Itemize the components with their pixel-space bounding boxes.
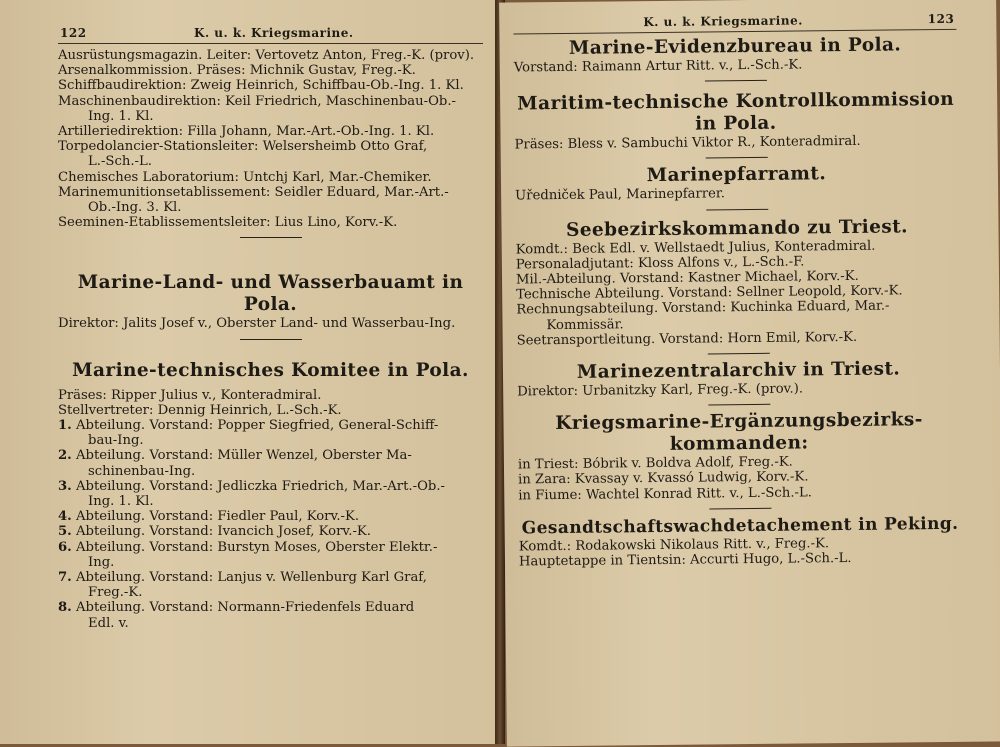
text-line: Rechnungsabteilung. Vorstand: Kuchinka Eduard, Mar.- [516,298,890,318]
text-line: Vorstand: Raimann Artur Ritt. v., L.-Sch.-K. [513,57,803,76]
right-page-number: 123 [927,11,955,27]
divider [705,157,767,159]
section-heading: Marine-Land- und Wasserbauamt in Pola. [77,272,464,316]
list-item-continuation: schinenbau-Ing. [88,463,196,479]
list-item: 1. Abteilung. Vorstand: Popper Siegfried, General-Schiff- [58,418,439,434]
right-page [499,0,1000,747]
text-line: Ing. 1. Kl. [88,108,154,124]
section-heading: Kriegsmarine-Ergänzungsbezirks- [555,409,923,435]
section-heading-cont: kommanden: [669,432,809,456]
text-line: Kommissär. [546,316,624,333]
section-heading: Marine-technisches Komitee in Pola. [72,359,469,381]
text-line: Seetransportleitung. Vorstand: Horn Emil, Korv.-K. [516,329,858,349]
section-heading-cont: in Pola. [695,112,777,135]
list-item: 2. Abteilung. Vorstand: Müller Wenzel, Oberster Ma- [58,448,412,464]
text-line: Artilleriedirektion: Filla Johann, Mar.-Art.-Ob.-Ing. 1. Kl. [58,124,435,140]
left-running-title: K. u. k. Kriegsmarine. [194,26,354,40]
left-page-number: 122 [60,26,87,40]
section-heading: Gesandtschaftswachdetachement in Peking. [521,513,959,539]
section-heading: Seebezirkskommando zu Triest. [565,215,909,241]
right-running-title: K. u. k. Kriegsmarine. [643,13,803,30]
list-item: 5. Abteilung. Vorstand: Ivancich Josef, Korv.-K. [58,524,371,540]
section-heading: Marine-Evidenzbureau in Pola. [568,34,902,59]
text-line: in Zara: Kvassay v. Kvassó Ludwig, Korv.-K. [518,469,809,488]
list-item-continuation: Edl. v. [88,615,129,631]
right-running-head [513,12,956,35]
divider [708,404,770,406]
list-item-continuation: Freg.-K. [88,585,143,601]
list-item-continuation: Ing. [88,554,115,570]
list-item: 7. Abteilung. Vorstand: Lanjus v. Wellenburg Karl Graf, [58,570,427,586]
text-line: Direktor: Jalits Josef v., Oberster Land- und Wasserbau-Ing. [58,316,456,332]
abteilung-list [58,418,483,631]
text-line: in Fiume: Wachtel Konrad Ritt. v., L.-Sch.-L. [518,485,812,504]
text-line: Mil.-Abteilung. Vorstand: Kastner Michael, Korv.-K. [515,268,859,288]
text-line: Marinemunitionsetablissement: Seidler Eduard, Mar.-Art.- [58,184,449,200]
text-line: Schiffbaudirektion: Zweig Heinrich, Schiffbau-Ob.-Ing. 1. Kl. [58,78,464,94]
divider [707,353,769,355]
divider [240,339,302,340]
divider [706,208,768,210]
text-line: Seeminen-Etablissementsleiter: Lius Lino, Korv.-K. [58,215,398,231]
text-line: Präses: Ripper Julius v., Konteradmiral. [58,387,322,403]
text-line: Direktor: Urbanitzky Karl, Freg.-K. (prov.). [517,381,804,400]
list-item: 6. Abteilung. Vorstand: Burstyn Moses, Oberster Elektr.- [58,539,438,555]
text-line: Maschinenbaudirektion: Keil Friedrich, Maschinenbau-Ob.- [58,93,456,109]
text-line: Ausrüstungsmagazin. Leiter: Vertovetz Anton, Freg.-K. (prov). [58,48,475,63]
text-line: Komdt.: Rodakowski Nikolaus Ritt. v., Freg.-K. [518,536,830,555]
text-line: Technische Abteilung. Vorstand: Sellner Leopold, Korv.-K. [516,283,903,303]
list-item: 3. Abteilung. Vorstand: Jedliczka Friedrich, Mar.-Art.-Ob.- [58,478,445,494]
divider [704,80,766,82]
section-heading: Marinepfarramt. [646,163,827,187]
list-item: 4. Abteilung. Vorstand: Fiedler Paul, Korv.-K. [58,509,360,525]
section-heading: Maritim-technische Kontrollkommission [517,89,955,115]
text-line: Hauptetappe in Tientsin: Accurti Hugo, L.-Sch.-L. [518,551,852,570]
left-top-list [58,48,483,230]
text-line: Torpedolancier-Stationsleiter: Welsersheimb Otto Graf, [58,139,428,155]
text-line: L.-Sch.-L. [88,154,152,170]
text-line: Uředniček Paul, Marinepfarrer. [515,186,726,204]
section-heading: Marinezentralarchiv in Triest. [576,358,901,383]
text-line: Stellvertreter: Dennig Heinrich, L.-Sch.-K. [58,402,342,418]
text-line: Arsenalkommission. Präses: Michnik Gustav, Freg.-K. [58,63,416,79]
text-line: Personaladjutant: Kloss Alfons v., L.-Sch.-F. [515,254,805,273]
left-page [0,0,497,744]
divider [709,508,771,510]
divider [240,237,302,238]
list-item-continuation: bau-Ing. [88,433,144,449]
text-line: Präses: Bless v. Sambuchi Viktor R., Konteradmiral. [514,134,861,153]
list-item: 8. Abteilung. Vorstand: Normann-Friedenfels Eduard [58,600,415,616]
text-line: Komdt.: Beck Edl. v. Wellstaedt Julius, Konteradmiral. [515,238,876,258]
text-line: Ob.-Ing. 3. Kl. [88,200,182,216]
left-running-head [58,26,483,44]
text-line: in Triest: Bóbrik v. Boldva Adolf, Freg.-K. [517,454,793,473]
text-line: Chemisches Laboratorium: Untchj Karl, Mar.-Chemiker. [58,169,432,185]
list-item-continuation: Ing. 1. Kl. [88,494,154,510]
